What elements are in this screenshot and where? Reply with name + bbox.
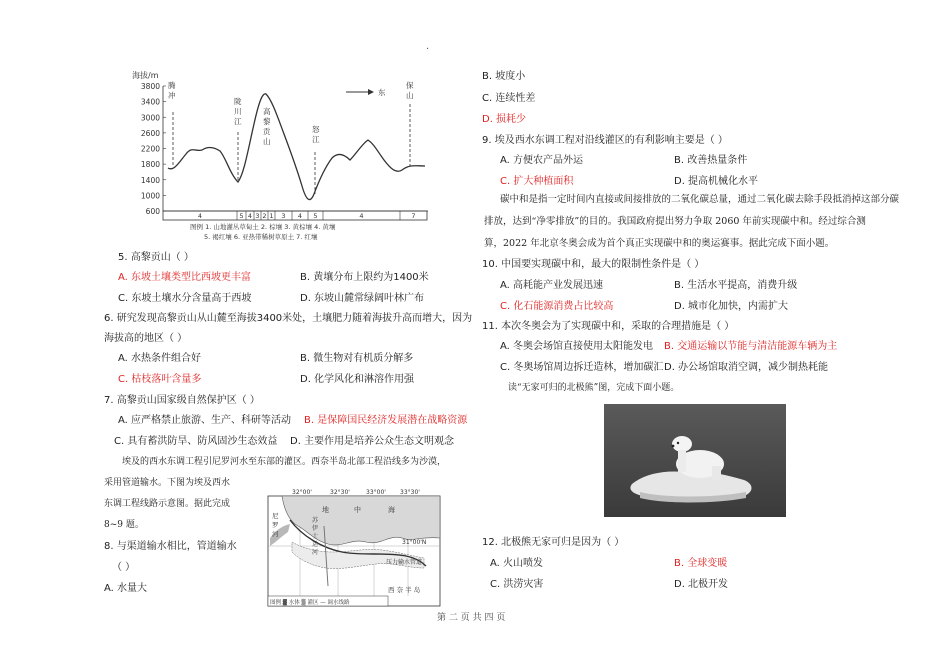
lon-label-1: 32°00': [292, 489, 312, 496]
q8-option-a[interactable]: A. 水量大: [104, 583, 148, 594]
sea-label-2: 中: [354, 506, 361, 514]
q12-option-b[interactable]: B. 全球变暖: [674, 558, 728, 569]
label-longchuan-1: 陇: [234, 97, 242, 106]
canal-label-5: 河: [312, 549, 319, 556]
q5-option-d[interactable]: D. 东坡山麓常绿阔叶林广布: [300, 293, 425, 304]
polar-bear-photo-svg: [604, 404, 786, 517]
q7-option-d[interactable]: D. 主要作用是培养公众生态文明观念: [290, 436, 455, 447]
egypt-intro-line2: 采用管道输水。下图为埃及西水: [104, 478, 231, 488]
egypt-water-transfer-map: [262, 486, 444, 610]
label-baoshan-1: 保: [406, 81, 414, 90]
y-tick-label: 1800: [140, 160, 160, 170]
carbon-passage-line3: 算，2022 年北京冬奥会成为首个真正实现碳中和的奥运赛事。据此完成下面小题。: [484, 238, 835, 249]
label-tengchong-1: 腾: [168, 81, 176, 90]
map-legend-text: 图例 ▓ 水体 ▒ 灌区 — 调水线路: [270, 600, 350, 606]
sea-label-1: 地: [322, 506, 329, 514]
soil-band-label: 4: [359, 212, 364, 220]
legend-line-1: 图例 1. 山地灌丛草甸土 2. 棕壤 3. 黄棕壤 4. 黄壤: [190, 223, 336, 231]
q6-option-a[interactable]: A. 水热条件组合好: [118, 353, 202, 364]
polar-bear-intro: 读“无家可归的北极熊”图，完成下面小题。: [508, 383, 680, 393]
label-longchuan-3: 江: [234, 117, 242, 126]
nile-label-1: 尼: [272, 512, 279, 520]
elevation-profile-figure: [130, 66, 430, 244]
label-gaoli-1: 高: [263, 107, 271, 116]
soil-band-label: 4: [197, 212, 203, 220]
polar-bear-head: [672, 436, 692, 452]
q12-stem: 12. 北极熊无家可归是因为（ ）: [482, 537, 625, 548]
lon-label-4: 33°30': [400, 489, 420, 496]
q8-option-d[interactable]: D. 损耗少: [482, 114, 527, 125]
soil-band-label: 5: [313, 212, 318, 220]
polar-bear-nose: [672, 445, 675, 448]
q9-option-c[interactable]: C. 扩大种植面积: [500, 176, 574, 187]
q7-stem: 7. 高黎贡山国家级自然保护区（ ）: [104, 395, 260, 406]
lat-label: 31°00'N: [402, 539, 427, 546]
q10-option-c[interactable]: C. 化石能源消费占比较高: [500, 301, 614, 312]
q7-option-a[interactable]: A. 应严格禁止旅游、生产、科研等活动: [118, 415, 292, 426]
q10-option-b[interactable]: B. 生活水平提高，消费升级: [674, 280, 798, 291]
label-baoshan-2: 山: [406, 91, 414, 100]
q12-option-d[interactable]: D. 北极开发: [674, 579, 729, 590]
q5-stem: 5. 高黎贡山（ ）: [118, 252, 194, 263]
q8-option-c[interactable]: C. 连续性差: [482, 93, 536, 104]
soil-band-label: 4: [297, 212, 303, 220]
q6-option-c[interactable]: C. 枯枝落叶含量多: [118, 374, 202, 385]
sea-label-3: 海: [388, 506, 395, 514]
q10-option-a[interactable]: A. 高耗能产业发展迅速: [500, 280, 604, 291]
q11-option-b[interactable]: B. 交通运输以节能与清洁能源车辆为主: [664, 341, 838, 352]
q11-option-d[interactable]: D. 办公场馆取消空调，减少制热耗能: [664, 362, 829, 373]
egypt-intro-line3: 东调工程线路示意图。据此完成: [104, 499, 231, 509]
q6-option-b[interactable]: B. 微生物对有机质分解多: [300, 353, 414, 364]
y-tick-label: 2200: [140, 144, 160, 154]
egypt-intro-line4: 8~9 题。: [104, 520, 144, 530]
y-tick-label: 600: [145, 207, 160, 216]
carbon-passage-line1: 碳中和是指一定时间内直接或间接排放的二氧化碳总量，通过二氧化碳去除手段抵消掉这部分碳: [500, 194, 900, 205]
y-tick-label: 2600: [140, 128, 160, 138]
soil-band-label: 4: [247, 212, 253, 220]
q9-stem: 9. 埃及西水东调工程对沿线灌区的有利影响主要是（ ）: [482, 135, 728, 146]
elevation-profile-svg: [130, 66, 430, 244]
q7-option-b[interactable]: B. 是保障国民经济发展潜在战略资源: [304, 415, 468, 426]
header-dot: .: [426, 41, 430, 52]
label-gaoli-2: 黎: [263, 117, 271, 126]
terrain-profile-line: [168, 94, 425, 200]
canal-label-4: 运: [312, 541, 319, 548]
q9-option-d[interactable]: D. 提高机械化水平: [674, 176, 759, 187]
soil-band-frame: [163, 211, 427, 220]
q5-option-b[interactable]: B. 黄壤分布上限约为1400米: [300, 272, 429, 283]
label-gaoli-3: 贡: [263, 127, 271, 136]
east-arrow-head: [368, 89, 374, 95]
label-nujiang-1: 怒: [312, 125, 320, 134]
y-tick-label: 1400: [140, 175, 160, 185]
soil-band-label: 1: [269, 212, 274, 220]
y-tick-label: 3800: [140, 82, 160, 91]
q11-stem: 11. 本次冬奥会为了实现碳中和，采取的合理措施是（ ）: [482, 321, 735, 332]
label-longchuan-2: 川: [234, 107, 242, 116]
q9-option-b[interactable]: B. 改善热量条件: [674, 155, 748, 166]
polar-bear-photo: [604, 404, 786, 517]
egypt-map-svg: [262, 486, 444, 610]
q8-option-b[interactable]: B. 坡度小: [482, 71, 526, 82]
east-label: 东: [378, 88, 386, 97]
canal-label-1: 苏: [312, 517, 319, 524]
polar-bear-hind-leg: [712, 466, 721, 480]
lon-label-3: 33°00': [366, 489, 386, 496]
canal-label-3: 士: [312, 533, 319, 540]
q10-option-d[interactable]: D. 城市化加快，内需扩大: [674, 301, 789, 312]
polar-bear-leg: [678, 450, 686, 472]
soil-band-label: 2: [262, 212, 267, 220]
y-tick-label: 1000: [140, 191, 160, 201]
sinai-label: 西 奈 半 岛: [388, 586, 421, 594]
soil-band-label: 3: [281, 212, 286, 220]
q7-option-c[interactable]: C. 具有蓄洪防旱、防风固沙生态效益: [114, 436, 278, 447]
soil-band-label: 7: [411, 212, 416, 220]
legend-line-2: 5. 褐红壤 6. 亚热带稀树草原土 7. 红壤: [204, 233, 318, 241]
pump-label: 压力输水管道: [386, 559, 423, 566]
label-tengchong-2: 冲: [168, 91, 176, 100]
canal-label-2: 伊: [312, 525, 319, 532]
nile-label-3: 河: [272, 530, 279, 538]
label-gaoli-4: 山: [263, 137, 271, 146]
q5-option-c[interactable]: C. 东坡土壤水分含量高于西坡: [118, 293, 252, 304]
label-nujiang-2: 江: [312, 135, 320, 144]
q5-option-a[interactable]: A. 东坡土壤类型比西坡更丰富: [118, 272, 252, 283]
q9-option-a[interactable]: A. 方便农产品外运: [500, 155, 584, 166]
q6-option-d[interactable]: D. 化学风化和淋溶作用强: [300, 374, 415, 385]
q12-option-a[interactable]: A. 火山喷发: [490, 558, 544, 569]
y-tick-label: 3000: [140, 113, 160, 123]
soil-band-label: 5: [239, 212, 244, 220]
q11-option-a[interactable]: A. 冬奥会场馆直接使用太阳能发电: [500, 341, 654, 352]
egypt-intro-line1: 埃及的西水东调工程引尼罗河水至东部的灌区。西奈半岛北部工程沿线多为沙漠，: [122, 457, 447, 467]
q11-option-c[interactable]: C. 冬奥场馆周边拆迁造林，增加碳汇: [500, 362, 664, 373]
carbon-passage-line2: 排放，达到“净零排放”的目的。我国政府提出努力争取 2060 年前实现碳中和。经过综合测: [484, 216, 866, 227]
soil-band-label: 3: [255, 212, 260, 220]
q8-stem: 8. 与渠道输水相比，管道输水: [104, 541, 237, 552]
q8-paren: （ ）: [112, 562, 136, 573]
q6-stem-line1: 6. 研究发现高黎贡山从山麓至海拔3400米处，土壤肥力随着海拔升高而增大，因为: [104, 313, 473, 324]
lon-label-2: 32°30': [330, 489, 350, 496]
page-footer: 第 二 页 共 四 页: [437, 613, 506, 623]
y-tick-label: 3400: [140, 97, 160, 107]
y-axis-title: 海拔/m: [132, 71, 159, 80]
q12-option-c[interactable]: C. 洪涝灾害: [490, 579, 544, 590]
polar-bear-eye: [677, 442, 679, 444]
q10-stem: 10. 中国要实现碳中和，最大的限制性条件是（ ）: [482, 259, 705, 270]
q6-stem-line2: 海拔高的地区（ ）: [104, 333, 188, 344]
nile-label-2: 罗: [272, 521, 279, 529]
